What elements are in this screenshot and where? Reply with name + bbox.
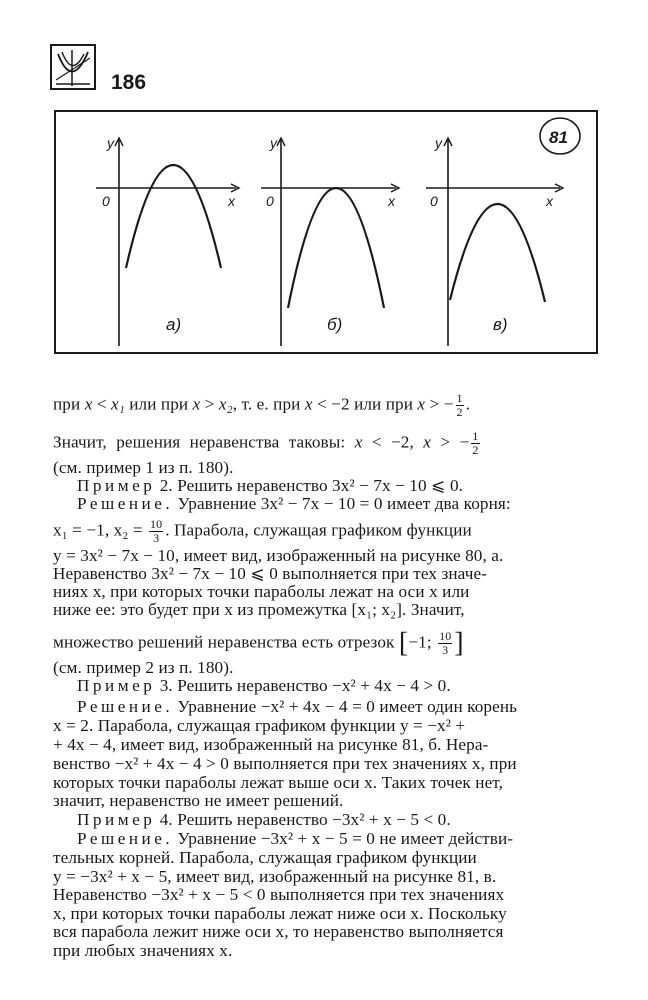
x-label-v: x	[546, 193, 553, 209]
example-4-heading: Пример 4. Решить неравенство −3x² + x − 5 < 0.	[77, 810, 451, 829]
text-line-18: которых точки параболы лежат выше оси x. Таких точек нет,	[53, 773, 504, 792]
origin-a: 0	[102, 193, 110, 209]
figure-number: 81	[549, 128, 568, 147]
caption-a: а)	[166, 315, 182, 334]
text-line-1: при x < x₁ или при x > x₂, т. е. при x < −2 или при x > − $\frac{1}{2}$ .	[53, 391, 471, 419]
figure-81	[54, 110, 598, 354]
caption-v: в)	[493, 315, 508, 334]
text-line-17: венство −x² + 4x − 4 > 0 выполняется при тех значениях x, при	[53, 754, 517, 773]
solution-2-line: Решение. Уравнение 3x² − 7x − 10 = 0 имеет два корня:	[77, 494, 511, 513]
book-logo-icon	[50, 44, 96, 90]
text-line-8: Неравенство 3x² − 7x − 10 ⩽ 0 выполняется при тех значе-	[53, 564, 488, 583]
origin-v: 0	[430, 193, 438, 209]
y-label-a: y	[107, 135, 114, 151]
text-line-23: y = −3x² + x − 5, имеет вид, изображенный на рисунке 81, в.	[53, 867, 497, 886]
text-line-6: x₁ = −1, x₂ = $\frac{10}{3}$ . Парабола, служащая графиком функции	[53, 517, 472, 545]
y-label-v: y	[435, 135, 442, 151]
example-3-heading: Пример 3. Решить неравенство −x² + 4x − 4 > 0.	[77, 676, 451, 695]
page-number: 186	[111, 71, 147, 94]
origin-b: 0	[266, 193, 274, 209]
solution-3-line: Решение. Уравнение −x² + 4x − 4 = 0 имеет один корень	[77, 697, 518, 716]
text-line-26: вся парабола лежит ниже оси x, то неравенство выполняется	[53, 922, 504, 941]
text-line-25: x, при которых точки параболы лежат ниже оси x. Поскольку	[53, 904, 507, 923]
text-line-15: x = 2. Парабола, служащая графиком функции y = −x² +	[53, 716, 466, 735]
y-label-b: y	[270, 135, 277, 151]
text-line-22: тельных корней. Парабола, служащая графиком функции	[53, 848, 477, 867]
text-line-10: ниже ее: это будет при x из промежутка [x₁; x₂]. Значит,	[53, 600, 465, 619]
text-line-11: множество решений неравенства есть отрезок [−1; $\frac{10}{3}$ ]	[53, 627, 464, 659]
example-2-heading: Пример 2. Решить неравенство 3x² − 7x − 10 ⩽ 0.	[77, 476, 464, 495]
text-line-24: Неравенство −3x² + x − 5 < 0 выполняется при тех значениях	[53, 885, 505, 904]
fraction-ten-thirds-2: $\frac{10}{3}$	[439, 629, 452, 657]
text-line-7: y = 3x² − 7x − 10, имеет вид, изображенный на рисунке 80, а.	[53, 546, 504, 565]
x-label-b: x	[388, 193, 395, 209]
text-line-16: + 4x − 4, имеет вид, изображенный на рисунке 81, б. Нера-	[53, 735, 489, 754]
x-label-a: x	[228, 193, 235, 209]
caption-b: б)	[327, 315, 343, 334]
text-line-12: (см. пример 2 из п. 180).	[53, 658, 234, 677]
solution-4-line: Решение. Уравнение −3x² + x − 5 = 0 не имеет действи-	[77, 829, 514, 848]
text-line-27: при любых значениях x.	[53, 941, 233, 960]
text-line-19: значит, неравенство не имеет решений.	[53, 791, 344, 810]
fraction-one-half-2: $\frac{1}{2}$	[472, 429, 479, 457]
text-line-9: ниях x, при которых точки параболы лежат на оси x или	[53, 582, 470, 601]
fraction-ten-thirds: $\frac{10}{3}$	[150, 517, 163, 545]
fraction-one-half: $\frac{1}{2}$	[456, 391, 463, 419]
text-line-2: Значит, решения неравенства таковы: x < −2, x > − $\frac{1}{2}$	[53, 429, 479, 457]
text-line-3: (см. пример 1 из п. 180).	[53, 458, 234, 477]
